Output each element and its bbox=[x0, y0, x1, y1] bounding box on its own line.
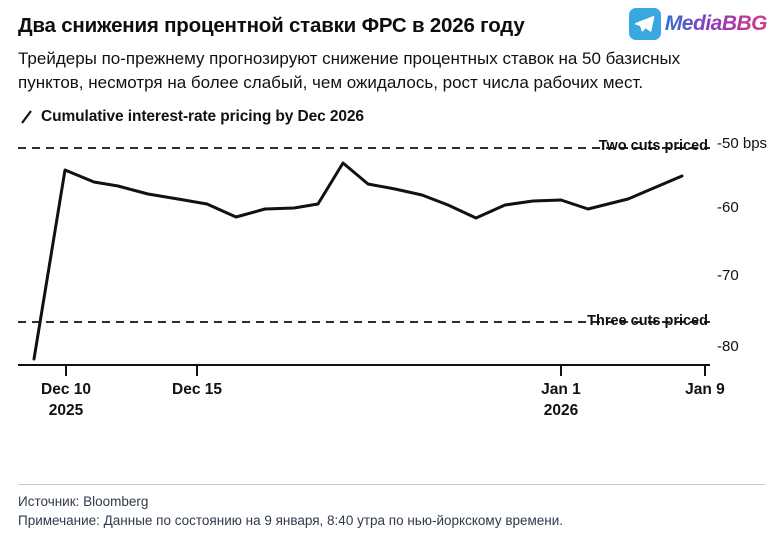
chart-legend-label: Cumulative interest-rate pricing by Dec 2026 bbox=[41, 107, 364, 125]
x-axis-label-line1: Dec 15 bbox=[172, 380, 222, 398]
x-axis-label-line2: 2025 bbox=[48, 401, 84, 419]
x-axis-label-line2: 2026 bbox=[543, 401, 579, 419]
page-title: Два снижения процентной ставки ФРС в 2026 году bbox=[18, 14, 525, 37]
logo-text: MediaBBG bbox=[664, 12, 767, 35]
x-axis-ticks bbox=[18, 366, 710, 376]
x-axis-tick-mark bbox=[704, 366, 706, 376]
y-axis-tick-label-1: -60 bbox=[717, 198, 739, 216]
annotation-three-cuts: Three cuts priced bbox=[587, 312, 708, 329]
note-text: Примечание: Данные по состоянию на 9 января, 8:40 утра по нью-йоркскому времени. bbox=[18, 513, 564, 529]
x-axis-tick-mark bbox=[65, 366, 67, 376]
x-axis-label-jan9 bbox=[663, 380, 747, 401]
annotation-two-cuts: Two cuts priced bbox=[598, 137, 708, 154]
footer-divider bbox=[18, 484, 765, 485]
x-axis-label-jan1 bbox=[519, 380, 603, 422]
source-text: Источник: Bloomberg bbox=[18, 493, 149, 509]
chart-plot bbox=[18, 132, 710, 364]
x-axis-label-line1: Jan 1 bbox=[541, 380, 581, 398]
x-axis-tick-mark bbox=[560, 366, 562, 376]
x-axis-label-dec15 bbox=[155, 380, 239, 401]
chart-footer bbox=[18, 484, 765, 531]
telegram-icon bbox=[629, 8, 661, 40]
page-subtitle: Трейдеры по-прежнему прогнозируют снижение процентных ставок на 50 базисных пунктов, несмотря на более слабый, чем ожидалось, рост числа рабочих мест. bbox=[18, 48, 681, 92]
x-axis-label-line1: Dec 10 bbox=[41, 380, 91, 398]
x-axis-label-line1: Jan 9 bbox=[685, 380, 725, 398]
x-axis-label-dec10 bbox=[24, 380, 108, 422]
y-axis-tick-label-3: -80 bbox=[717, 337, 739, 355]
chart-area bbox=[18, 132, 768, 432]
x-axis-labels bbox=[18, 380, 758, 432]
chart-legend bbox=[20, 108, 765, 126]
watermark-logo bbox=[629, 8, 767, 40]
y-axis-tick-label-2: -70 bbox=[717, 266, 739, 284]
line-series-icon bbox=[20, 109, 34, 125]
y-axis-tick-label-0: -50 bps bbox=[717, 134, 768, 152]
x-axis-tick-mark bbox=[196, 366, 198, 376]
